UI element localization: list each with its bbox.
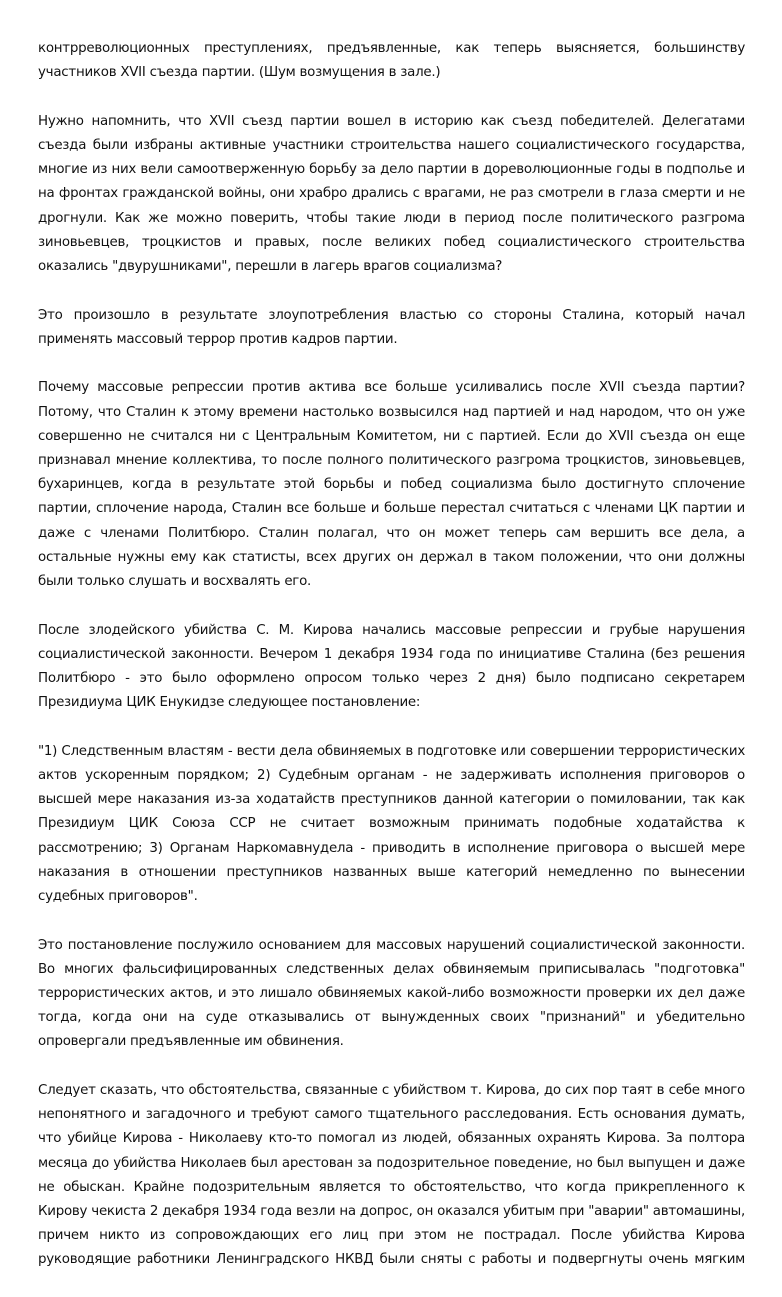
paragraph-7: Это постановление послужило основанием для массовых нарушений социалистической законности. Во многих фальсифицированных следственных делах обвиняемым приписывалась "подготовка" террористических актов, и это лишало обвиняемых какой-либо возможности проверки их дел даже тогда, когда они на суде отказывались от вынужденных своих "признаний" и убедительно опровергали предъявленные им обвинения.: [38, 937, 745, 1050]
paragraph-3: Это произошло в результате злоупотребления властью со стороны Сталина, который начал применять массовый террор против кадров партии.: [38, 307, 745, 347]
paragraph-6-quote: "1) Следственным властям - вести дела обвиняемых в подготовке или совершении террористических актов ускоренным порядком; 2) Судебным органам - не задерживать исполнения приговоров о высшей мере наказания из-за ходатайств преступников данной категории о помиловании, так как Президиум ЦИК Союза ССР не считает возможным принимать подобные ходатайства к рассмотрению; 3) Органам Наркомавнудела - приводить в исполнение приговора о высшей мере наказания в отношении преступников названных выше категорий немедленно по вынесении судебных приговоров".: [38, 743, 745, 905]
paragraph-8: Следует сказать, что обстоятельства, связанные с убийством т. Кирова, до сих пор таят в себе много непонятного и загадочного и требуют самого тщательного расследования. Есть основания думать, что убийце Кирова - Николаеву кто-то помогал из людей, обязанных охранять Кирова. За полтора месяца до убийства Николаев был арестован за подозрительное поведение, но был выпущен и даже не обыскан. Крайне подозрительным является то обстоятельство, что когда прикрепленного к Кирову чекиста 2 декабря 1934 года везли на допрос, он оказался убитым при "аварии" автомашины, причем никто из сопровождающих его лиц при этом не пострадал. После убийства Кирова руководящие работники Ленинградского НКВД были сняты с работы и подвергнуты очень мягким: [38, 1083, 745, 1268]
paragraph-5: После злодейского убийства С. М. Кирова начались массовые репрессии и грубые нарушения социалистической законности. Вечером 1 декабря 1934 года по инициативе Сталина (без решения Политбюро - это было оформлено опросом только через 2 дня) было подписано секретарем Президиума ЦИК Енукидзе следующее постановление:: [38, 622, 745, 711]
paragraph-2: Нужно напомнить, что XVII съезд партии вошел в историю как съезд победителей. Делегатами съезда были избраны активные участники строительства нашего социалистического государства, многие из них вели самоотверженную борьбу за дело партии в дореволюционные годы в подполье и на фронтах гражданской войны, они храбро дрались с врагами, не раз смотрели в глаза смерти и не дрогнули. Как же можно поверить, чтобы такие люди в период после политического разгрома зиновьевцев, троцкистов и правых, после великих побед социалистического строительства оказались "двурушниками", перешли в лагерь врагов социализма?: [38, 113, 745, 275]
paragraph-1: контрреволюционных преступлениях, предъявленные, как теперь выясняется, большинству участников XVII съезда партии. (Шум возмущения в зале.): [38, 41, 745, 81]
paragraph-4: Почему массовые репрессии против актива все больше усиливались после XVII съезда партии? Потому, что Сталин к этому времени настолько возвысился над партией и над народом, что он уже совершенно не считался ни с Центральным Комитетом, ни с партией. Если до XVII съезда он еще признавал мнение коллектива, то после полного политического разгрома троцкистов, зиновьевцев, бухаринцев, когда в результате этой борьбы и побед социализма было достигнуто сплочение партии, сплочение народа, Сталин все больше и больше перестал считаться с членами ЦК партии и даже с членами Политбюро. Сталин полагал, что он может теперь сам вершить все дела, а остальные нужны ему как статисты, всех других он держал в таком положении, что они должны были только слушать и восхвалять его.: [38, 380, 745, 590]
document-page: [38, 37, 745, 1297]
